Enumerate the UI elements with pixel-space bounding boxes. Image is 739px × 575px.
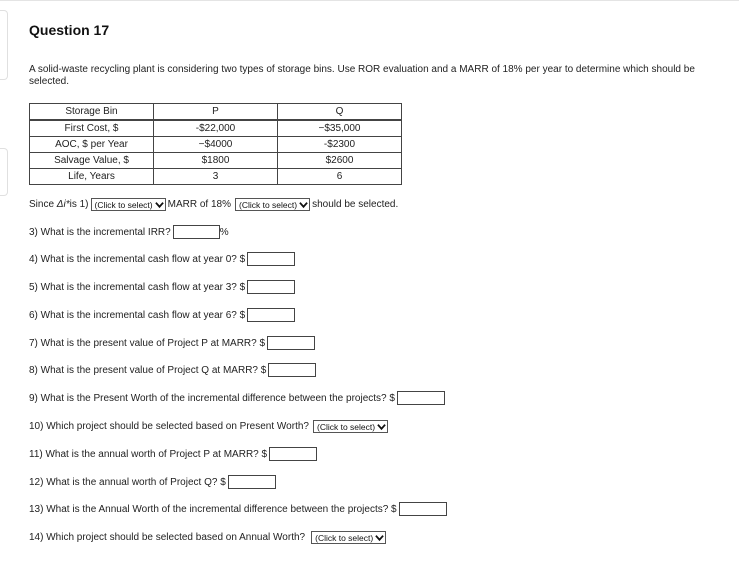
- question-3: [29, 225, 229, 239]
- question-intro: A solid-waste recycling plant is considering two types of storage bins. Use ROR evaluation and a MARR of 18% per year to determine which should be selected.: [29, 64, 695, 87]
- q12b-label: 12) What is the annual worth of Project Q? $: [29, 476, 226, 488]
- table-row: [30, 153, 402, 169]
- q2-select-label: (Click to select): [238, 199, 298, 210]
- question-8: [29, 363, 316, 377]
- q11-label: 11) What is the annual worth of Project P at MARR? $: [29, 448, 268, 460]
- question-13: [29, 502, 447, 516]
- side-tab-top[interactable]: [0, 10, 8, 80]
- question-7: [29, 336, 315, 350]
- q1-select-label: (Click to select): [94, 199, 153, 210]
- top-divider: [0, 0, 739, 1]
- table-row: [30, 169, 402, 185]
- q14-select[interactable]: [311, 531, 386, 544]
- question-5: [29, 280, 295, 294]
- q7-label: 7) What is the present value of Project P at MARR? $: [29, 337, 266, 349]
- table-cell: $1800: [154, 153, 278, 169]
- table-cell: −$35,000: [278, 120, 402, 137]
- table-cell: Q: [278, 104, 402, 121]
- table-cell: 3: [154, 169, 278, 185]
- q7-input[interactable]: [267, 336, 315, 350]
- question-title: Question 17: [29, 22, 110, 38]
- q10-select[interactable]: [313, 420, 388, 433]
- q3-unit: %: [219, 226, 229, 238]
- chevron-down-icon: [377, 422, 386, 431]
- q11-input[interactable]: [269, 447, 317, 461]
- table-cell: Salvage Value, $: [30, 153, 154, 169]
- table-cell: -$22,000: [154, 120, 278, 137]
- q6-input[interactable]: [247, 308, 295, 322]
- q10-select-label: (Click to select): [316, 421, 376, 432]
- table-cell: $2600: [278, 153, 402, 169]
- table-row: [30, 120, 402, 137]
- question-14: [29, 531, 388, 544]
- chevron-down-icon: [375, 533, 384, 542]
- q12-is: is 1): [69, 199, 89, 210]
- q2-select[interactable]: [235, 198, 310, 211]
- q8-label: 8) What is the present value of Project Q at MARR? $: [29, 364, 267, 376]
- question-9: [29, 391, 445, 405]
- q3-input[interactable]: [173, 225, 220, 239]
- table-cell: −$4000: [154, 137, 278, 153]
- q4-input[interactable]: [247, 252, 295, 266]
- table-cell: 6: [278, 169, 402, 185]
- table-cell: -$2300: [278, 137, 402, 153]
- question-6: [29, 308, 295, 322]
- chevron-down-icon: [155, 200, 164, 209]
- q12-mid: MARR of 18%: [167, 199, 231, 210]
- q12-prefix: Since: [29, 199, 55, 210]
- question-10: [29, 420, 390, 433]
- question-11: [29, 447, 317, 461]
- q5-input[interactable]: [247, 280, 295, 294]
- q12-input[interactable]: [228, 475, 276, 489]
- q13-label: 13) What is the Annual Worth of the incremental difference between the projects? $: [29, 503, 397, 515]
- q12-suffix: should be selected.: [312, 199, 399, 210]
- q9-input[interactable]: [397, 391, 445, 405]
- q10-label: 10) Which project should be selected based on Present Worth?: [29, 421, 309, 432]
- q14-label: 14) Which project should be selected based on Annual Worth?: [29, 532, 306, 543]
- q3-label: 3) What is the incremental IRR?: [29, 226, 171, 238]
- q9-label: 9) What is the Present Worth of the incremental difference between the projects? $: [29, 392, 395, 404]
- table-cell: Life, Years: [30, 169, 154, 185]
- q1-select[interactable]: [91, 198, 166, 211]
- chevron-down-icon: [299, 200, 308, 209]
- delta-i-star-symbol: Δi*: [56, 199, 70, 210]
- q5-label: 5) What is the incremental cash flow at year 3? $: [29, 281, 246, 293]
- q13-input[interactable]: [399, 502, 447, 516]
- table-row: [30, 137, 402, 153]
- table-row: [30, 104, 402, 121]
- table-cell: AOC, $ per Year: [30, 137, 154, 153]
- question-4: [29, 252, 295, 266]
- side-tab-middle[interactable]: [0, 148, 8, 196]
- question-12: [29, 475, 276, 489]
- q8-input[interactable]: [268, 363, 316, 377]
- q6-label: 6) What is the incremental cash flow at year 6? $: [29, 309, 246, 321]
- table-cell: Storage Bin: [30, 104, 154, 121]
- storage-bin-table: [29, 103, 402, 185]
- table-cell: First Cost, $: [30, 120, 154, 137]
- q4-label: 4) What is the incremental cash flow at year 0? $: [29, 253, 246, 265]
- q14-select-label: (Click to select): [315, 532, 374, 543]
- question-1-2: [29, 198, 398, 211]
- table-cell: P: [154, 104, 278, 121]
